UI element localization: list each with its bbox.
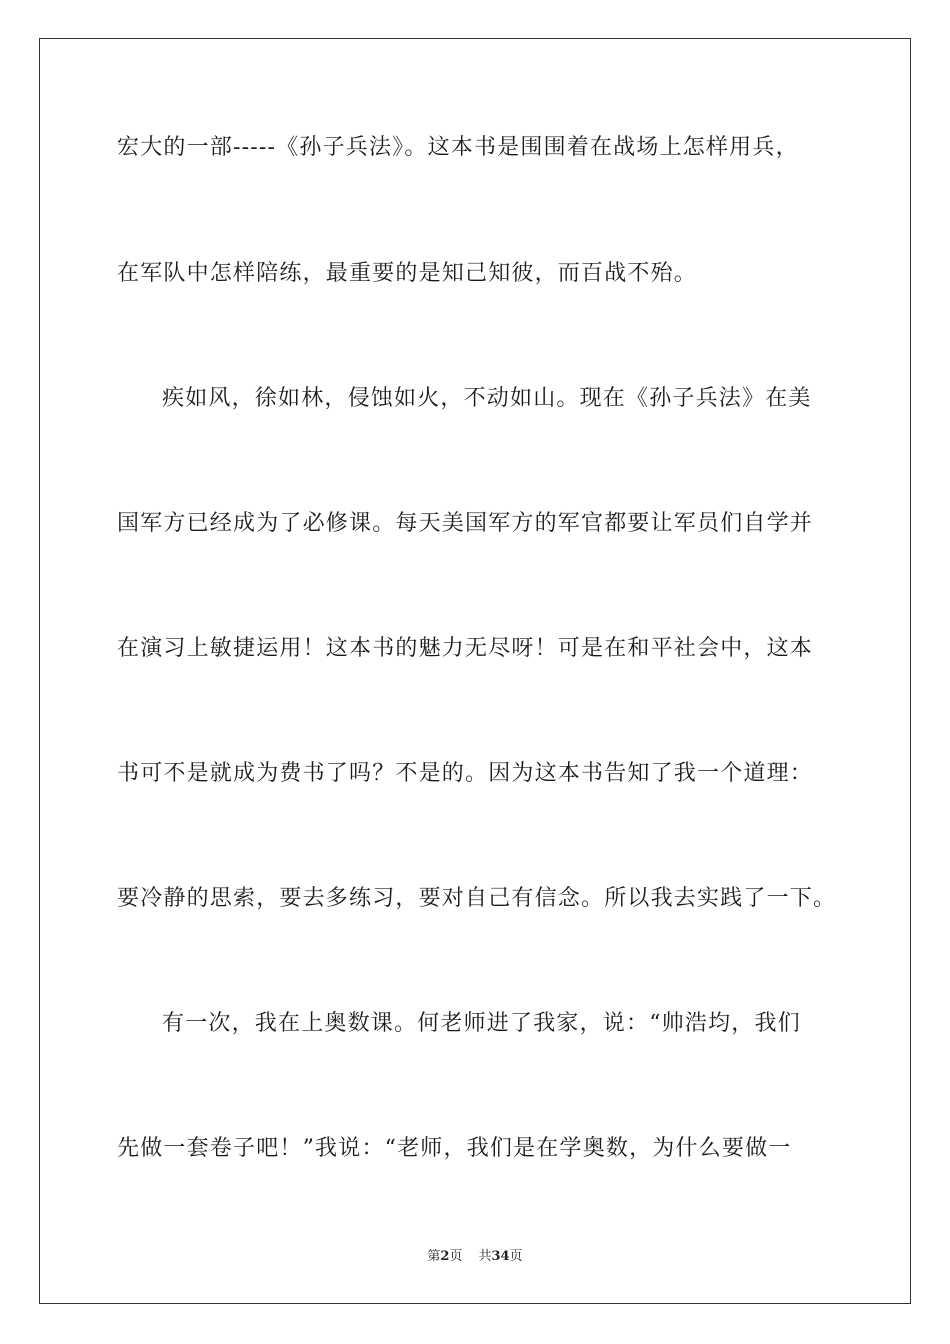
text-line: 在军队中怎样陪练，最重要的是知己知彼，而百战不殆。 [117,261,698,286]
page-number: 2 [440,1249,450,1264]
paragraph-start-line: 有一次，我在上奥数课。何老师进了我家，说：“帅浩均，我们 [162,1011,801,1036]
text-line: 国军方已经成为了必修课。每天美国军方的军官都要让军员们自学并 [117,511,814,536]
text-line: 在演习上敏捷运用！这本书的魅力无尽呀！可是在和平社会中，这本 [117,636,814,661]
page-border [39,38,911,1304]
total-pages: 34 [491,1249,510,1264]
paragraph-start-line: 疾如风，徐如林，侵蚀如火，不动如山。现在《孙子兵法》在美 [162,386,812,411]
total-suffix: 页 [509,1249,523,1264]
total-prefix: 共 [478,1249,492,1264]
page-suffix: 页 [449,1249,463,1264]
text-line: 书可不是就成为费书了吗？不是的。因为这本书告知了我一个道理： [117,761,814,786]
text-line: 要冷静的思索，要去多练习，要对自己有信念。所以我去实践了一下。 [117,886,837,911]
page-prefix: 第 [427,1249,441,1264]
page-footer [0,1248,950,1266]
text-line: 宏大的一部-----《孙子兵法》。这本书是围围着在战场上怎样用兵， [117,135,799,160]
text-line: 先做一套卷子吧！”我说：“老师，我们是在学奥数，为什么要做一 [117,1136,792,1161]
